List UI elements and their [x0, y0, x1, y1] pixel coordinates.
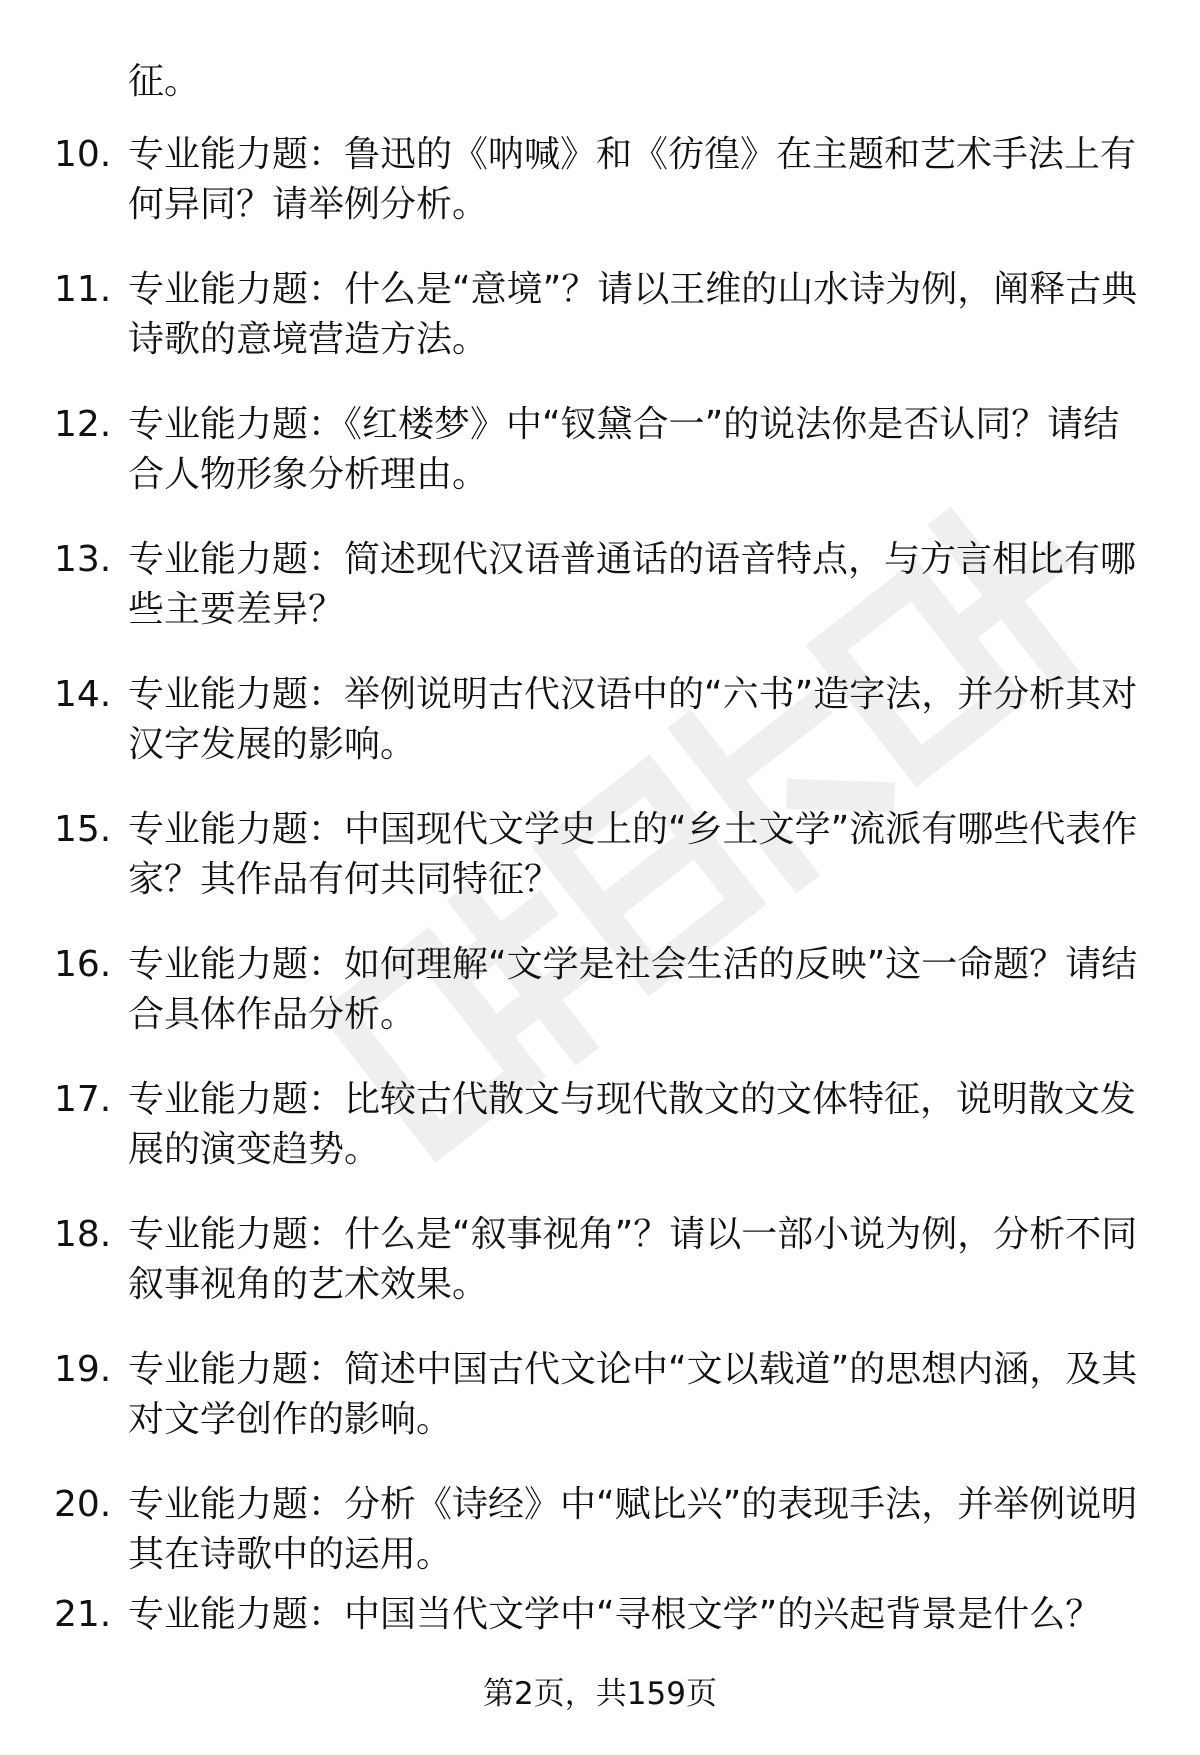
- continuation-text: 征。: [128, 61, 201, 102]
- question-text: 专业能力题：如何理解“文学是社会生活的反映”这一命题？请结合具体作品分析。: [128, 944, 1138, 1035]
- question-text: 专业能力题：什么是“意境”？请以王维的山水诗为例，阐释古典诗歌的意境营造方法。: [128, 269, 1138, 360]
- question-number: 19.: [54, 1349, 112, 1390]
- question-number: 16.: [54, 944, 112, 985]
- question-text: 专业能力题：举例说明古代汉语中的“六书”造字法，并分析其对汉字发展的影响。: [128, 674, 1138, 765]
- question-text: 专业能力题：简述中国古代文论中“文以载道”的思想内涵，及其对文学创作的影响。: [128, 1349, 1138, 1440]
- page-footer: 第2页，共159页: [483, 1676, 717, 1712]
- question-number: 10.: [54, 134, 112, 175]
- question-text: 专业能力题：中国现代文学史上的“乡土文学”流派有哪些代表作家？其作品有何共同特征？: [128, 809, 1138, 900]
- question-text: 专业能力题：《红楼梦》中“钗黛合一”的说法你是否认同？请结合人物形象分析理由。: [128, 404, 1120, 495]
- question-text: 专业能力题：什么是“叙事视角”？请以一部小说为例，分析不同叙事视角的艺术效果。: [128, 1214, 1138, 1305]
- question-text: 专业能力题：中国当代文学中“寻根文学”的兴起背景是什么？: [128, 1594, 1102, 1635]
- question-number: 11.: [54, 269, 112, 310]
- question-number: 18.: [54, 1214, 112, 1255]
- question-number: 14.: [54, 674, 112, 715]
- question-number: 13.: [54, 539, 112, 580]
- question-text: 专业能力题：比较古代散文与现代散文的文体特征，说明散文发展的演变趋势。: [128, 1079, 1137, 1170]
- question-number: 15.: [54, 809, 112, 850]
- question-number: 17.: [54, 1079, 112, 1120]
- question-text: 专业能力题：分析《诗经》中“赋比兴”的表现手法，并举例说明其在诗歌中的运用。: [128, 1484, 1138, 1575]
- question-text: 专业能力题：简述现代汉语普通话的语音特点，与方言相比有哪些主要差异？: [128, 539, 1137, 630]
- question-text: 专业能力题：鲁迅的《呐喊》和《彷徨》在主题和艺术手法上有何异同？请举例分析。: [128, 134, 1137, 225]
- question-number: 12.: [54, 404, 112, 445]
- question-number: 21.: [54, 1594, 112, 1635]
- question-number: 20.: [54, 1484, 112, 1525]
